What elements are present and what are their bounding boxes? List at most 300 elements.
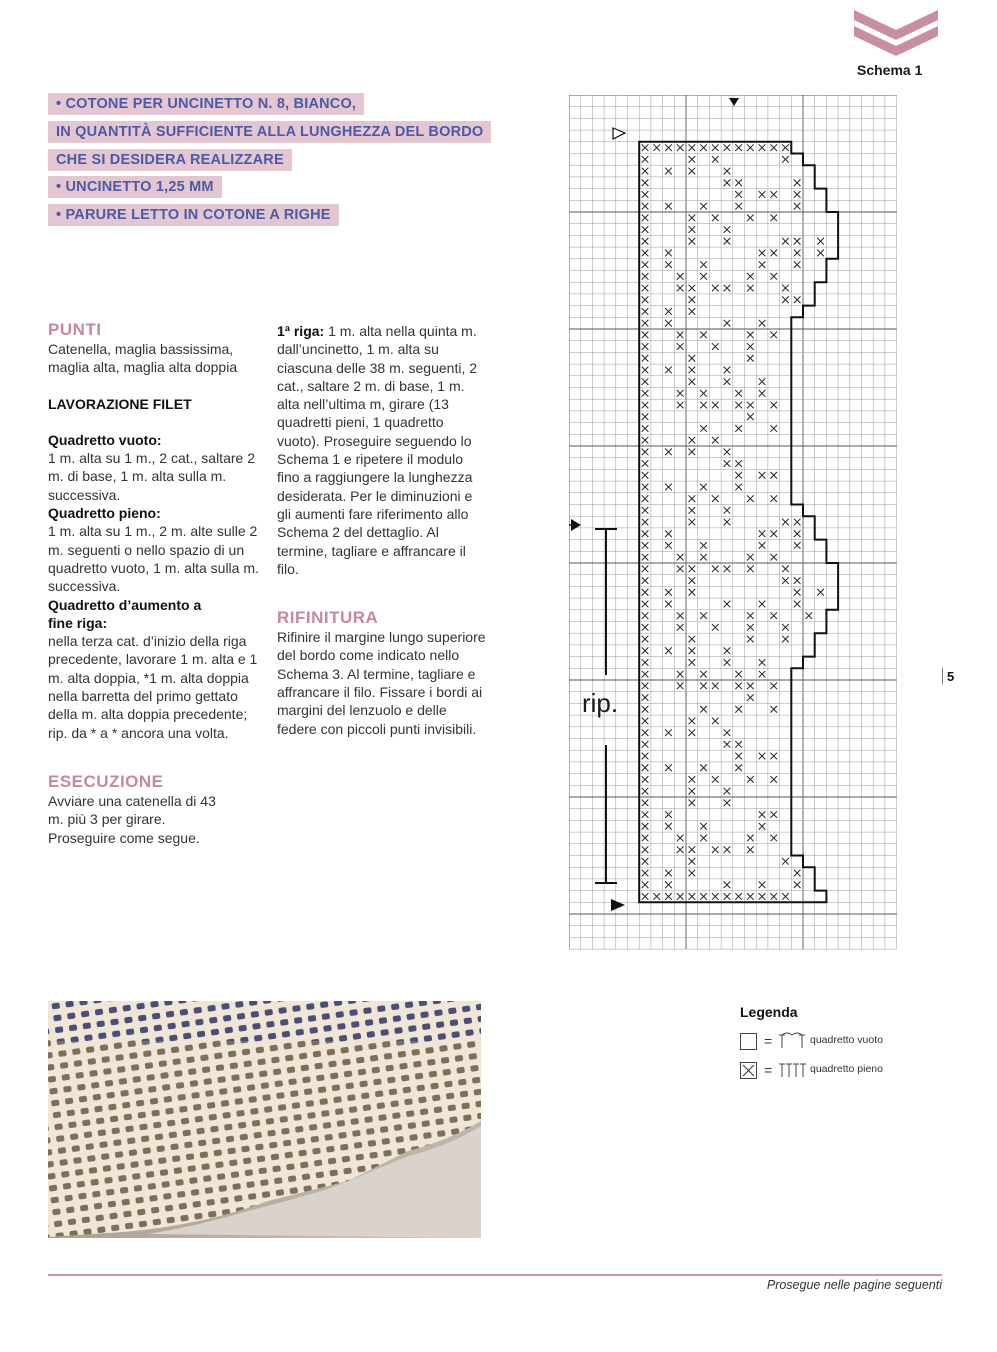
chart-cross [689, 437, 696, 444]
chart-cross [665, 764, 672, 771]
chart-cross [794, 250, 801, 257]
chart-cross [700, 542, 707, 549]
chart-cross [689, 296, 696, 303]
chart-cross [642, 425, 649, 432]
material-line-3: CHE SI DESIDERA REALIZZARE [48, 149, 292, 171]
chart-cross [735, 179, 742, 186]
chart-cross [642, 683, 649, 690]
chart-cross [665, 729, 672, 736]
chart-cross [689, 776, 696, 783]
material-line-2: IN QUANTITÀ SUFFICIENTE ALLA LUNGHEZZA DEL BORDO [48, 121, 491, 143]
riga-text: 1 m. alta nella quinta m. dall’uncinetto, 1 m. alta su ciascuna delle 38 m. seguenti, 2 cat., saltare 2 m. di base, 1 m. alta nell’ultima m, girare (13 quadretti pieni, 1 quadretto vuoto). Proseguire seguendo lo Schema 1 e ripetere il modulo fino a raggiungere la lunghezza desiderata. Per le diminuzioni e gli aumenti fare riferimento allo Schema 2 del dettaglio. Al termine, tagliare e affrancare il filo. [277, 323, 478, 577]
chart-cross [759, 261, 766, 268]
chart-cross [724, 729, 731, 736]
chart-cross [642, 858, 649, 865]
chart-cross [700, 764, 707, 771]
crochet-photo [48, 1001, 481, 1238]
chart-cross [770, 893, 777, 900]
chart-cross [689, 378, 696, 385]
chart-cross [665, 250, 672, 257]
chevron-icon [852, 4, 940, 58]
chart-cross [724, 519, 731, 526]
riga-title: 1ª riga: [277, 323, 325, 339]
quadretto-vuoto-title: Quadretto vuoto: [48, 431, 162, 448]
chart-cross [782, 144, 789, 151]
chart-cross [724, 179, 731, 186]
chart-cross [747, 636, 754, 643]
chart-cross [642, 215, 649, 222]
chart-cross [770, 683, 777, 690]
chart-cross [747, 612, 754, 619]
chart-cross [665, 893, 672, 900]
chart-cross [712, 683, 719, 690]
chart-cross [665, 542, 672, 549]
chart-cross [724, 367, 731, 374]
section-title-esecuzione: ESECUZIONE [48, 771, 164, 791]
chart-cross [665, 823, 672, 830]
section-title-punti: PUNTI [48, 320, 102, 339]
chart-cross [665, 881, 672, 888]
chart-cross [794, 261, 801, 268]
chart-cross [689, 659, 696, 666]
chart-cross [794, 519, 801, 526]
chart-cross [712, 144, 719, 151]
chart-cross [782, 893, 789, 900]
chart-cross [642, 577, 649, 584]
chart-cross [689, 858, 696, 865]
chart-cross [735, 683, 742, 690]
chart-cross [770, 144, 777, 151]
chart-cross [677, 624, 684, 631]
chart-cross [770, 495, 777, 502]
repeat-label: rip. [582, 688, 619, 718]
chart-cross [665, 647, 672, 654]
chart-cross [689, 846, 696, 853]
chart-cross [747, 846, 754, 853]
chart-cross [735, 203, 742, 210]
quadretto-aumento-text: nella terza cat. d’inizio della riga precedente, lavorare 1 m. alta e 1 m. alta doppia, *1 m. alta doppia nella barretta del primo gettato della m. alta doppia precedente; rip. da * a * ancora una volta. [48, 633, 258, 741]
chart-cross [747, 215, 754, 222]
chart-cross [677, 285, 684, 292]
legend-label-full: quadretto pieno [810, 1063, 883, 1075]
chart-cross [735, 144, 742, 151]
chart-cross [770, 273, 777, 280]
chart-cross [677, 835, 684, 842]
chart-cross [642, 542, 649, 549]
full-square-stitch-icon [778, 1058, 806, 1078]
chart-cross [747, 343, 754, 350]
empty-square-stitch-icon [778, 1029, 806, 1049]
chart-cross [747, 776, 754, 783]
chart-cross [712, 624, 719, 631]
chart-cross [700, 203, 707, 210]
chart-cross [794, 530, 801, 537]
chart-cross [642, 238, 649, 245]
chart-cross [817, 589, 824, 596]
chart-cross [759, 320, 766, 327]
rifinitura-text: Rifinire il margine lungo superiore del bordo come indicato nello Schema 3. Al termine, tagliare e affrancare il filo. Fissare i bordi ai margini del lenzuolo e delle federe con piccoli punti invisibili. [277, 629, 486, 737]
chart-cross [794, 542, 801, 549]
chart-cross [770, 215, 777, 222]
chart-cross [642, 881, 649, 888]
quadretto-vuoto-text: 1 m. alta su 1 m., 2 cat., saltare 2 m. di base, 1 m. alta sulla m. successiva. [48, 450, 255, 503]
chart-cross [712, 343, 719, 350]
chart-cross [759, 671, 766, 678]
chart-cross [642, 191, 649, 198]
schema-label: Schema 1 [857, 62, 923, 78]
chart-cross [642, 226, 649, 233]
quadretto-aumento-title: Quadretto d’aumento a fine riga: [48, 596, 202, 631]
chart-cross [735, 425, 742, 432]
chart-cross [677, 144, 684, 151]
esecuzione-text: Avviare una catenella di 43 m. più 3 per girare. Proseguire come segue. [48, 792, 216, 846]
chart-cross [724, 238, 731, 245]
chart-cross [712, 402, 719, 409]
chart-cross [724, 893, 731, 900]
chart-cross [689, 870, 696, 877]
chart-cross [782, 519, 789, 526]
chart-cross [689, 718, 696, 725]
chart-cross [642, 343, 649, 350]
chart-cross [700, 484, 707, 491]
chart-cross [642, 484, 649, 491]
chart-cross [817, 250, 824, 257]
right-column [277, 322, 487, 738]
chart-cross [642, 589, 649, 596]
chart-cross [735, 764, 742, 771]
chart-cross [700, 671, 707, 678]
chart-cross [782, 858, 789, 865]
chart-cross [677, 332, 684, 339]
chart-cross [689, 449, 696, 456]
footer-continue-text: Prosegue nelle pagine seguenti [766, 1278, 942, 1292]
chart-cross [689, 308, 696, 315]
chart-cross [700, 823, 707, 830]
chart-cross [642, 800, 649, 807]
chart-cross [642, 285, 649, 292]
empty-square-icon [740, 1033, 757, 1050]
chart-cross [677, 554, 684, 561]
chart-cross [700, 332, 707, 339]
chart-cross [759, 191, 766, 198]
chart-cross [689, 636, 696, 643]
chart-cross [642, 413, 649, 420]
chart-cross [759, 811, 766, 818]
chart-cross [735, 671, 742, 678]
chart-cross [712, 893, 719, 900]
chart-cross [642, 729, 649, 736]
chart-cross [689, 566, 696, 573]
chart-cross [770, 776, 777, 783]
chart-cross [794, 589, 801, 596]
chart-cross [712, 437, 719, 444]
chart-cross [782, 566, 789, 573]
chart-cross [794, 601, 801, 608]
chart-cross [770, 811, 777, 818]
chart-cross [677, 566, 684, 573]
bottom-arrow-icon [611, 899, 625, 911]
chart-cross [712, 285, 719, 292]
chart-cross [642, 718, 649, 725]
left-column [48, 320, 260, 847]
chart-cross [770, 554, 777, 561]
chart-cross [747, 285, 754, 292]
filet-title: LAVORAZIONE FILET [48, 395, 192, 412]
chart-cross [642, 636, 649, 643]
chart-cross [700, 683, 707, 690]
chart-cross [724, 846, 731, 853]
chart-cross [759, 601, 766, 608]
chart-cross [642, 788, 649, 795]
chart-cross [794, 179, 801, 186]
chart-cross [724, 647, 731, 654]
chart-cross [665, 203, 672, 210]
chart-cross [677, 343, 684, 350]
chart-cross [759, 753, 766, 760]
chart-cross [724, 659, 731, 666]
chart-cross [747, 332, 754, 339]
material-line-1: • COTONE PER UNCINETTO N. 8, BIANCO, [48, 93, 364, 115]
chart-cross [642, 566, 649, 573]
chart-cross [770, 402, 777, 409]
chart-cross [782, 156, 789, 163]
chart-cross [700, 893, 707, 900]
chart-cross [665, 144, 672, 151]
chart-cross [642, 694, 649, 701]
chart-cross [642, 835, 649, 842]
chart-cross [665, 308, 672, 315]
chart-cross [794, 296, 801, 303]
chart-cross [642, 437, 649, 444]
chart-cross [665, 261, 672, 268]
chart-cross [665, 168, 672, 175]
legend-label-empty: quadretto vuoto [810, 1034, 883, 1046]
chart-cross [642, 776, 649, 783]
chart-cross [782, 296, 789, 303]
chart-cross [642, 870, 649, 877]
chart-cross [735, 484, 742, 491]
chart-cross [689, 589, 696, 596]
chart-cross [689, 238, 696, 245]
chart-cross [700, 273, 707, 280]
chart-cross [689, 355, 696, 362]
chart-cross [747, 355, 754, 362]
chart-cross [642, 250, 649, 257]
chart-cross [700, 835, 707, 842]
filet-chart [569, 95, 899, 953]
material-line-5: • PARURE LETTO IN COTONE A RIGHE [48, 204, 339, 226]
chart-cross [747, 566, 754, 573]
section-title-rifinitura: RIFINITURA [277, 608, 379, 628]
chart-cross [642, 554, 649, 561]
chart-cross [700, 390, 707, 397]
chart-cross [642, 671, 649, 678]
chart-cross [747, 694, 754, 701]
chart-cross [770, 472, 777, 479]
chart-cross [642, 355, 649, 362]
chart-cross [642, 507, 649, 514]
chart-cross [700, 425, 707, 432]
chart-cross [700, 402, 707, 409]
chart-cross [700, 261, 707, 268]
chart-cross [794, 191, 801, 198]
chart-cross [642, 179, 649, 186]
top-arrow-icon [729, 98, 739, 106]
chart-cross [724, 320, 731, 327]
chart-cross [759, 472, 766, 479]
chart-cross [770, 250, 777, 257]
chart-cross [759, 390, 766, 397]
chart-cross [689, 577, 696, 584]
chart-cross [677, 273, 684, 280]
chart-cross [747, 554, 754, 561]
chart-cross [735, 753, 742, 760]
chart-cross [735, 390, 742, 397]
chart-cross [642, 612, 649, 619]
chart-cross [665, 601, 672, 608]
chart-cross [689, 168, 696, 175]
chart-cross [642, 402, 649, 409]
chart-cross [689, 367, 696, 374]
chart-cross [677, 612, 684, 619]
footer-divider [48, 1274, 942, 1276]
chart-cross [665, 484, 672, 491]
chart-cross [689, 519, 696, 526]
chart-cross [724, 144, 731, 151]
chart-cross [712, 566, 719, 573]
quadretto-pieno-text: 1 m. alta su 1 m., 2 m. alte sulle 2 m. seguenti o nello spazio di un quadretto vuoto, 1 m. alta sulla m. successiva. [48, 523, 259, 595]
chart-cross [759, 250, 766, 257]
chart-cross [712, 776, 719, 783]
chart-cross [712, 215, 719, 222]
chart-cross [642, 741, 649, 748]
chart-cross [735, 191, 742, 198]
chart-cross [747, 495, 754, 502]
chart-cross [665, 870, 672, 877]
chart-outline-path [639, 142, 838, 903]
chart-cross [677, 402, 684, 409]
chart-cross [677, 671, 684, 678]
chart-cross [665, 320, 672, 327]
chart-cross [642, 846, 649, 853]
punti-text: Catenella, maglia bassissima, maglia alta, maglia alta doppia [48, 341, 238, 376]
chart-cross [642, 753, 649, 760]
chart-cross [665, 449, 672, 456]
chart-cross [642, 519, 649, 526]
chart-cross [642, 624, 649, 631]
chart-cross [642, 203, 649, 210]
chart-cross [642, 308, 649, 315]
chart-cross [724, 800, 731, 807]
chart-cross [653, 893, 660, 900]
chart-cross [700, 706, 707, 713]
chart-cross [642, 460, 649, 467]
chart-cross [770, 191, 777, 198]
chart-cross [747, 144, 754, 151]
chart-cross [735, 460, 742, 467]
chart-cross [735, 706, 742, 713]
chart-cross [642, 378, 649, 385]
chart-cross [724, 788, 731, 795]
chart-cross [677, 893, 684, 900]
chart-cross [642, 367, 649, 374]
chart-cross [642, 893, 649, 900]
chart-cross [782, 577, 789, 584]
chart-cross [689, 729, 696, 736]
chart-cross [747, 683, 754, 690]
chart-cross [642, 811, 649, 818]
chart-cross [642, 144, 649, 151]
chart-cross [759, 823, 766, 830]
chart-cross [747, 413, 754, 420]
chart-cross [689, 507, 696, 514]
chart-cross [759, 881, 766, 888]
chart-cross [747, 402, 754, 409]
chart-cross [677, 683, 684, 690]
chart-cross [689, 226, 696, 233]
chart-cross [794, 577, 801, 584]
chart-cross [747, 835, 754, 842]
chart-cross [724, 285, 731, 292]
chart-cross [642, 472, 649, 479]
chart-cross [817, 238, 824, 245]
chart-cross [770, 706, 777, 713]
chart-cross [770, 425, 777, 432]
chart-cross [642, 332, 649, 339]
chart-cross [724, 601, 731, 608]
chart-cross [642, 273, 649, 280]
chart-cross [794, 881, 801, 888]
chart-cross [642, 659, 649, 666]
chart-cross [747, 624, 754, 631]
legend-title: Legenda [740, 1004, 798, 1020]
chart-cross [759, 659, 766, 666]
chart-cross [724, 449, 731, 456]
chart-cross [677, 390, 684, 397]
chart-cross [689, 156, 696, 163]
chart-cross [770, 753, 777, 760]
chart-cross [724, 881, 731, 888]
chart-cross [770, 612, 777, 619]
chart-cross [689, 800, 696, 807]
chart-cross [712, 846, 719, 853]
chart-cross [665, 589, 672, 596]
chart-cross [653, 144, 660, 151]
chart-cross [759, 378, 766, 385]
chart-cross [747, 273, 754, 280]
chart-cross [642, 706, 649, 713]
chart-cross [665, 530, 672, 537]
chart-cross [677, 846, 684, 853]
material-line-4: • UNCINETTO 1,25 MM [48, 176, 222, 198]
chart-cross [724, 507, 731, 514]
chart-cross [642, 168, 649, 175]
chart-cross [642, 647, 649, 654]
chart-cross [689, 495, 696, 502]
chart-cross [724, 566, 731, 573]
chart-cross [735, 472, 742, 479]
chart-cross [724, 460, 731, 467]
chart-cross [735, 741, 742, 748]
chart-cross [700, 144, 707, 151]
page-number: 5 [947, 669, 955, 684]
chart-cross [689, 285, 696, 292]
chart-cross [642, 261, 649, 268]
chart-cross [806, 612, 813, 619]
chart-cross [759, 144, 766, 151]
chart-cross [642, 156, 649, 163]
chart-cross [712, 495, 719, 502]
